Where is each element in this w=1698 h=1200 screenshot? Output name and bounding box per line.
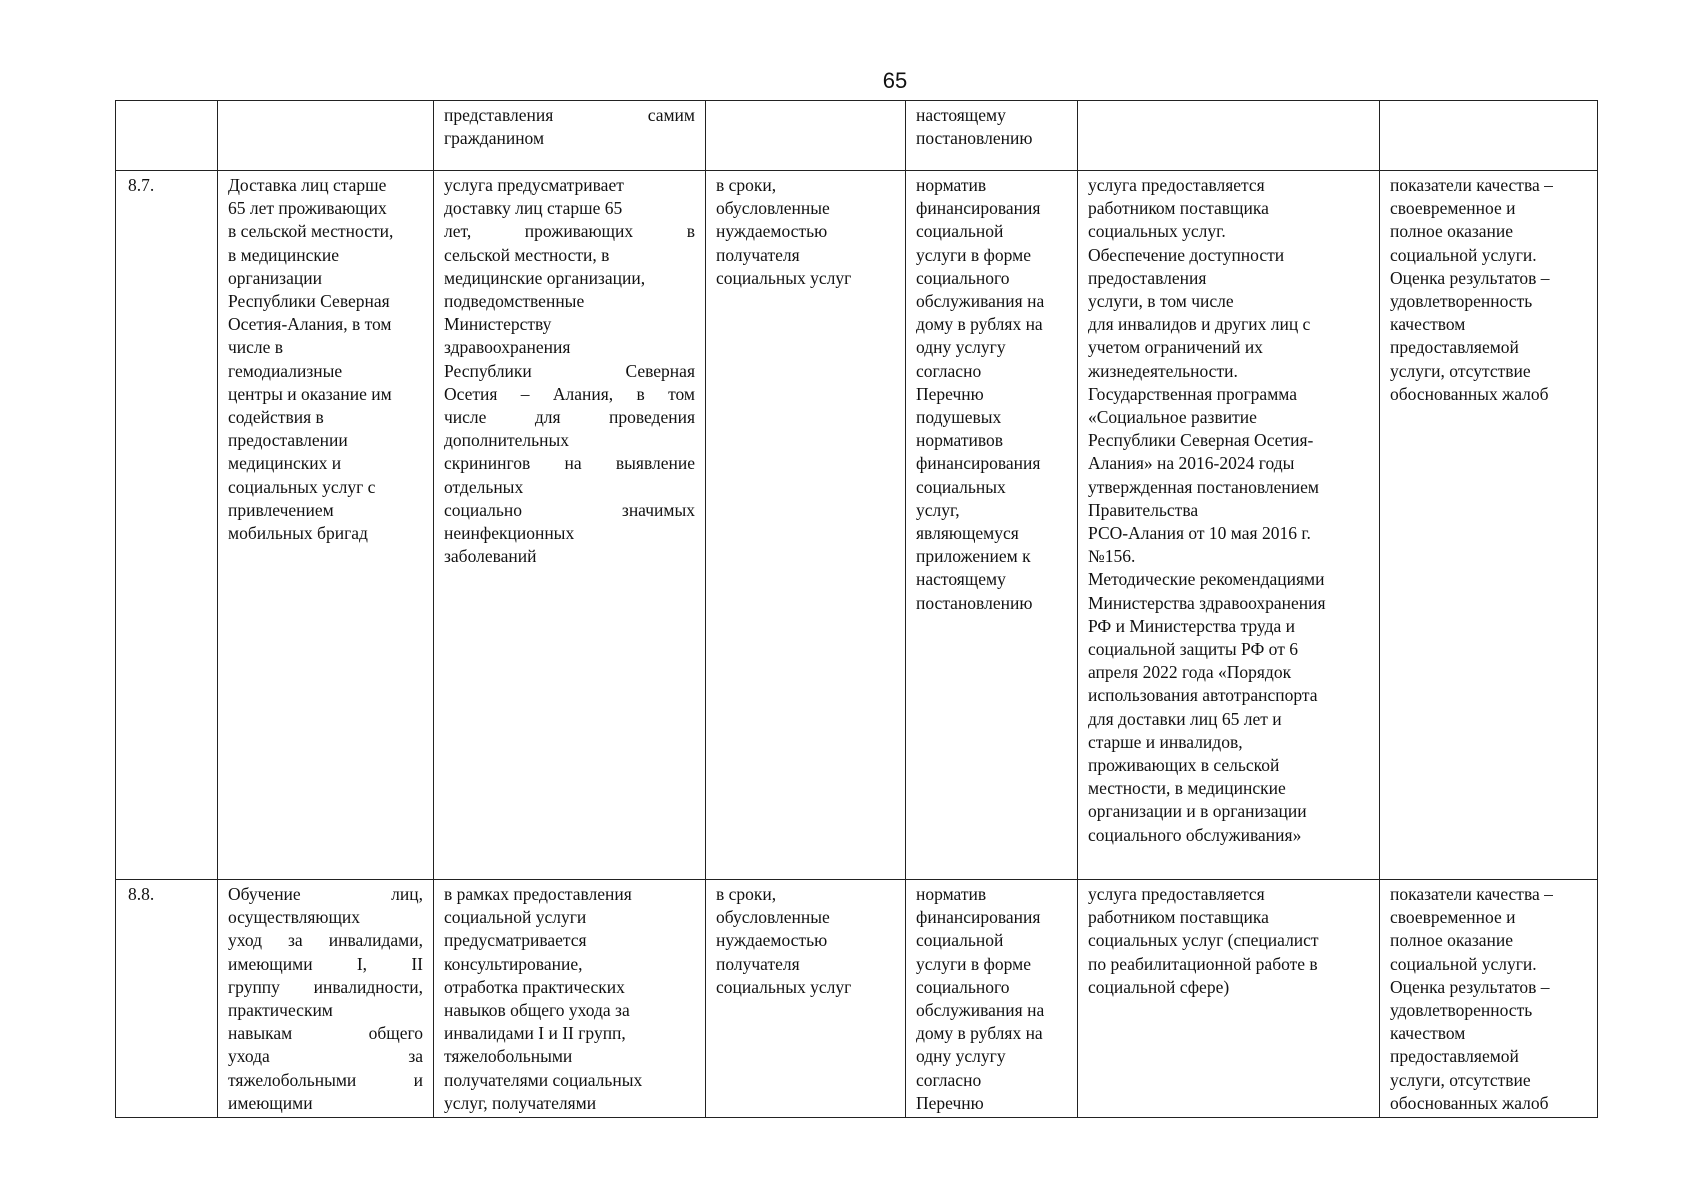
cell-text-line: имеющими I, II — [228, 953, 423, 974]
cell-text-line: одну услугу — [916, 337, 1006, 358]
cell-text-line: настоящему — [916, 105, 1006, 125]
cell-quality-indicators — [1380, 880, 1598, 1118]
cell-text-line: доставку лиц старше 65 — [444, 198, 623, 219]
cell-service-terms — [706, 880, 906, 1118]
cell-text-line: нуждаемостью — [716, 221, 828, 242]
cell-text-line: представления самим — [444, 105, 695, 125]
cell-text-line: услуги в форме — [916, 953, 1031, 974]
cell-text-line: финансирования — [916, 198, 1041, 219]
cell-text-line: центры и оказание им — [228, 383, 392, 404]
cell-text-line: жизнедеятельности. — [1088, 360, 1238, 381]
table-row — [116, 171, 1598, 880]
cell-text-line: получателя — [716, 953, 800, 974]
cell-text-line: удовлетворенность — [1390, 1000, 1533, 1021]
cell-text-line: социальных услуг — [716, 976, 852, 997]
cell-text-line: для инвалидов и других лиц с — [1088, 314, 1311, 335]
cell-service-terms — [706, 101, 906, 171]
cell-text-line: «Социальное развитие — [1088, 407, 1257, 428]
cell-text-line: дополнительных — [444, 430, 570, 451]
cell-text-line: №156. — [1088, 546, 1136, 567]
cell-text-line: обусловленные — [716, 907, 830, 928]
cell-text-line: своевременное и — [1390, 198, 1516, 219]
cell-text-line: Доставка лиц старше — [228, 175, 387, 195]
cell-text-line: услуга предусматривает — [444, 175, 624, 195]
cell-text-line: дому в рублях на — [916, 1023, 1043, 1044]
cell-text-line: Государственная программа — [1088, 383, 1297, 404]
cell-text-line: в сельской местности, — [228, 221, 394, 242]
cell-text-line: обслуживания на — [916, 291, 1045, 312]
cell-text-line: услуги, в том числе — [1088, 291, 1234, 312]
cell-text-line: подведомственные — [444, 291, 585, 312]
cell-text-line: получателя — [716, 244, 800, 265]
cell-text-line: тяжелобольными — [444, 1046, 573, 1067]
cell-text-line: подушевых — [916, 407, 1002, 428]
cell-text-line: норматив — [916, 175, 987, 195]
cell-number: 8.8. — [116, 880, 218, 1118]
cell-per-capita-norm — [906, 171, 1078, 880]
cell-service-terms — [706, 171, 906, 880]
cell-text-line: в сроки, — [716, 884, 777, 904]
cell-text-line: предоставляемой — [1390, 1046, 1519, 1067]
cell-quality-indicators — [1380, 171, 1598, 880]
cell-text-line: 65 лет проживающих — [228, 198, 387, 219]
cell-text-line: услуги, отсутствие — [1390, 1069, 1531, 1090]
cell-text-line: предоставления — [1088, 267, 1207, 288]
cell-text-line: социальных услуг (специалист — [1088, 930, 1319, 951]
cell-text-line: Республики Северная Осетия- — [1088, 430, 1314, 451]
cell-per-capita-norm — [906, 101, 1078, 171]
cell-text-line: местности, в медицинские — [1088, 778, 1286, 799]
cell-text-line: навыкам общего — [228, 1023, 423, 1044]
cell-text-line: финансирования — [916, 907, 1041, 928]
cell-text-line: старше и инвалидов, — [1088, 731, 1243, 752]
cell-text-line: социальной услуги — [444, 907, 587, 928]
cell-text-line: дому в рублях на — [916, 314, 1043, 335]
cell-text-line: Осетия – Алания, в том — [444, 383, 695, 404]
cell-text-line: услуга предоставляется — [1088, 884, 1265, 904]
cell-text-line: для доставки лиц 65 лет и — [1088, 708, 1282, 729]
cell-service-name — [218, 880, 434, 1118]
cell-text-line: полное оказание — [1390, 930, 1514, 951]
cell-text-line: Республики Северная — [444, 360, 695, 381]
cell-text-line: медицинских и — [228, 453, 342, 474]
cell-text-line: в сроки, — [716, 175, 777, 195]
services-table — [115, 100, 1598, 1118]
cell-text-line: услуга предоставляется — [1088, 175, 1265, 195]
cell-text-line: организации — [228, 267, 322, 288]
cell-service-conditions — [1078, 101, 1380, 171]
cell-text-line: числе в — [228, 337, 284, 358]
cell-text-line: показатели качества – — [1390, 175, 1553, 195]
cell-text-line: одну услугу — [916, 1046, 1006, 1067]
cell-text-line: социальных услуг с — [228, 476, 376, 497]
cell-text-line: лет, проживающих в — [444, 221, 695, 242]
cell-text-line: социального обслуживания» — [1088, 824, 1302, 845]
cell-text-line: сельской местности, в — [444, 244, 610, 265]
cell-text-line: социальных услуг — [716, 267, 852, 288]
cell-service-content — [434, 101, 706, 171]
cell-service-content — [434, 880, 706, 1118]
cell-text-line: показатели качества – — [1390, 884, 1553, 904]
cell-text-line: РФ и Министерства труда и — [1088, 615, 1295, 636]
cell-text-line: гражданином — [444, 128, 545, 149]
cell-text-line: социальной услуги. — [1390, 953, 1537, 974]
cell-text-line: своевременное и — [1390, 907, 1516, 928]
cell-text-line: постановлению — [916, 592, 1033, 613]
page-number: 65 — [882, 68, 908, 93]
cell-text-line: Республики Северная — [228, 291, 390, 312]
cell-text-line: работником поставщика — [1088, 198, 1269, 219]
cell-service-conditions — [1078, 171, 1380, 880]
cell-text-line: услуги, отсутствие — [1390, 360, 1531, 381]
cell-text-line: привлечением — [228, 499, 334, 520]
cell-text-line: использования автотранспорта — [1088, 685, 1318, 706]
cell-text-line: нуждаемостью — [716, 930, 828, 951]
cell-text-line: содействия в — [228, 407, 324, 428]
cell-text-line: Министерства здравоохранения — [1088, 592, 1326, 613]
cell-text-line: социальных услуг. — [1088, 221, 1226, 242]
cell-text-line: Перечню — [916, 383, 984, 404]
cell-text-line: здравоохранения — [444, 337, 571, 358]
cell-text-line: согласно — [916, 360, 982, 381]
cell-text-line: числе для проведения — [444, 407, 695, 428]
cell-text-line: ухода за — [228, 1046, 423, 1067]
cell-text-line: группу инвалидности, — [228, 976, 423, 997]
cell-text-line: постановлению — [916, 128, 1033, 149]
cell-text-line: социального — [916, 267, 1010, 288]
cell-text-line: Правительства — [1088, 499, 1199, 520]
cell-text-line: полное оказание — [1390, 221, 1514, 242]
cell-text-line: по реабилитационной работе в — [1088, 953, 1318, 974]
cell-number: 8.7. — [116, 171, 218, 880]
cell-text-line: неинфекционных — [444, 523, 575, 544]
cell-service-conditions — [1078, 880, 1380, 1118]
cell-text-line: заболеваний — [444, 546, 537, 567]
cell-text-line: уход за инвалидами, — [228, 930, 423, 951]
cell-text-line: мобильных бригад — [228, 523, 368, 544]
cell-text-line: Обучение лиц, — [228, 884, 423, 904]
cell-text-line: практическим — [228, 1000, 333, 1021]
cell-text-line: Оценка результатов – — [1390, 267, 1550, 288]
cell-text-line: Перечню — [916, 1092, 984, 1113]
cell-text-line: нормативов — [916, 430, 1004, 451]
cell-text-line: РСО-Алания от 10 мая 2016 г. — [1088, 523, 1311, 544]
cell-text-line: получателями социальных — [444, 1069, 643, 1090]
cell-text-line: социальной защиты РФ от 6 — [1088, 639, 1298, 660]
cell-text-line: предоставлении — [228, 430, 348, 451]
cell-text-line: отдельных — [444, 476, 524, 497]
cell-text-line: финансирования — [916, 453, 1041, 474]
cell-text-line: качеством — [1390, 314, 1466, 335]
cell-text-line: обоснованных жалоб — [1390, 383, 1549, 404]
cell-text-line: Осетия-Алания, в том — [228, 314, 392, 335]
cell-text-line: гемодиализные — [228, 360, 343, 381]
cell-text-line: предусматривается — [444, 930, 587, 951]
cell-service-name — [218, 171, 434, 880]
cell-text-line: осуществляющих — [228, 907, 361, 928]
cell-text-line: услуг, — [916, 499, 960, 520]
cell-text-line: социальной услуги. — [1390, 244, 1537, 265]
cell-text-line: скринингов на выявление — [444, 453, 695, 474]
cell-text-line: социальной — [916, 930, 1004, 951]
cell-text-line: обусловленные — [716, 198, 830, 219]
cell-text-line: социальной сфере) — [1088, 976, 1230, 997]
table-row — [116, 880, 1598, 1118]
cell-per-capita-norm — [906, 880, 1078, 1118]
cell-text-line: социального — [916, 976, 1010, 997]
cell-text-line: приложением к — [916, 546, 1031, 567]
cell-text-line: учетом ограничений их — [1088, 337, 1263, 358]
cell-text-line: Министерству — [444, 314, 552, 335]
cell-text-line: Алания» на 2016-2024 годы — [1088, 453, 1295, 474]
cell-text-line: согласно — [916, 1069, 982, 1090]
cell-text-line: настоящему — [916, 569, 1006, 590]
cell-text-line: тяжелобольными и — [228, 1069, 423, 1090]
cell-text-line: Оценка результатов – — [1390, 976, 1550, 997]
cell-text-line: норматив — [916, 884, 987, 904]
cell-text-line: обслуживания на — [916, 1000, 1045, 1021]
cell-text-line: утвержденная постановлением — [1088, 476, 1319, 497]
cell-text-line: инвалидами I и II групп, — [444, 1023, 626, 1044]
cell-text-line: имеющими — [228, 1092, 313, 1113]
cell-text-line: Методические рекомендациями — [1088, 569, 1325, 590]
cell-text-line: медицинские организации, — [444, 267, 646, 288]
cell-text-line: проживающих в сельской — [1088, 755, 1280, 776]
cell-text-line: в рамках предоставления — [444, 884, 632, 904]
cell-text-line: качеством — [1390, 1023, 1466, 1044]
cell-text-line: социальной — [916, 221, 1004, 242]
cell-service-name — [218, 101, 434, 171]
cell-text-line: обоснованных жалоб — [1390, 1092, 1549, 1113]
cell-text-line: социальных — [916, 476, 1006, 497]
cell-service-content — [434, 171, 706, 880]
table-row — [116, 101, 1598, 171]
cell-quality-indicators — [1380, 101, 1598, 171]
cell-text-line: услуг, получателями — [444, 1092, 597, 1113]
cell-text-line: консультирование, — [444, 953, 583, 974]
cell-text-line: отработка практических — [444, 976, 625, 997]
cell-number — [116, 101, 218, 171]
cell-text-line: услуги в форме — [916, 244, 1031, 265]
cell-text-line: апреля 2022 года «Порядок — [1088, 662, 1292, 683]
cell-text-line: навыков общего ухода за — [444, 1000, 630, 1021]
cell-text-line: в медицинские — [228, 244, 340, 265]
cell-text-line: организации и в организации — [1088, 801, 1307, 822]
cell-text-line: Обеспечение доступности — [1088, 244, 1285, 265]
cell-text-line: являющемуся — [916, 523, 1019, 544]
cell-text-line: работником поставщика — [1088, 907, 1269, 928]
cell-text-line: удовлетворенность — [1390, 291, 1533, 312]
cell-text-line: предоставляемой — [1390, 337, 1519, 358]
cell-text-line: социально значимых — [444, 499, 695, 520]
